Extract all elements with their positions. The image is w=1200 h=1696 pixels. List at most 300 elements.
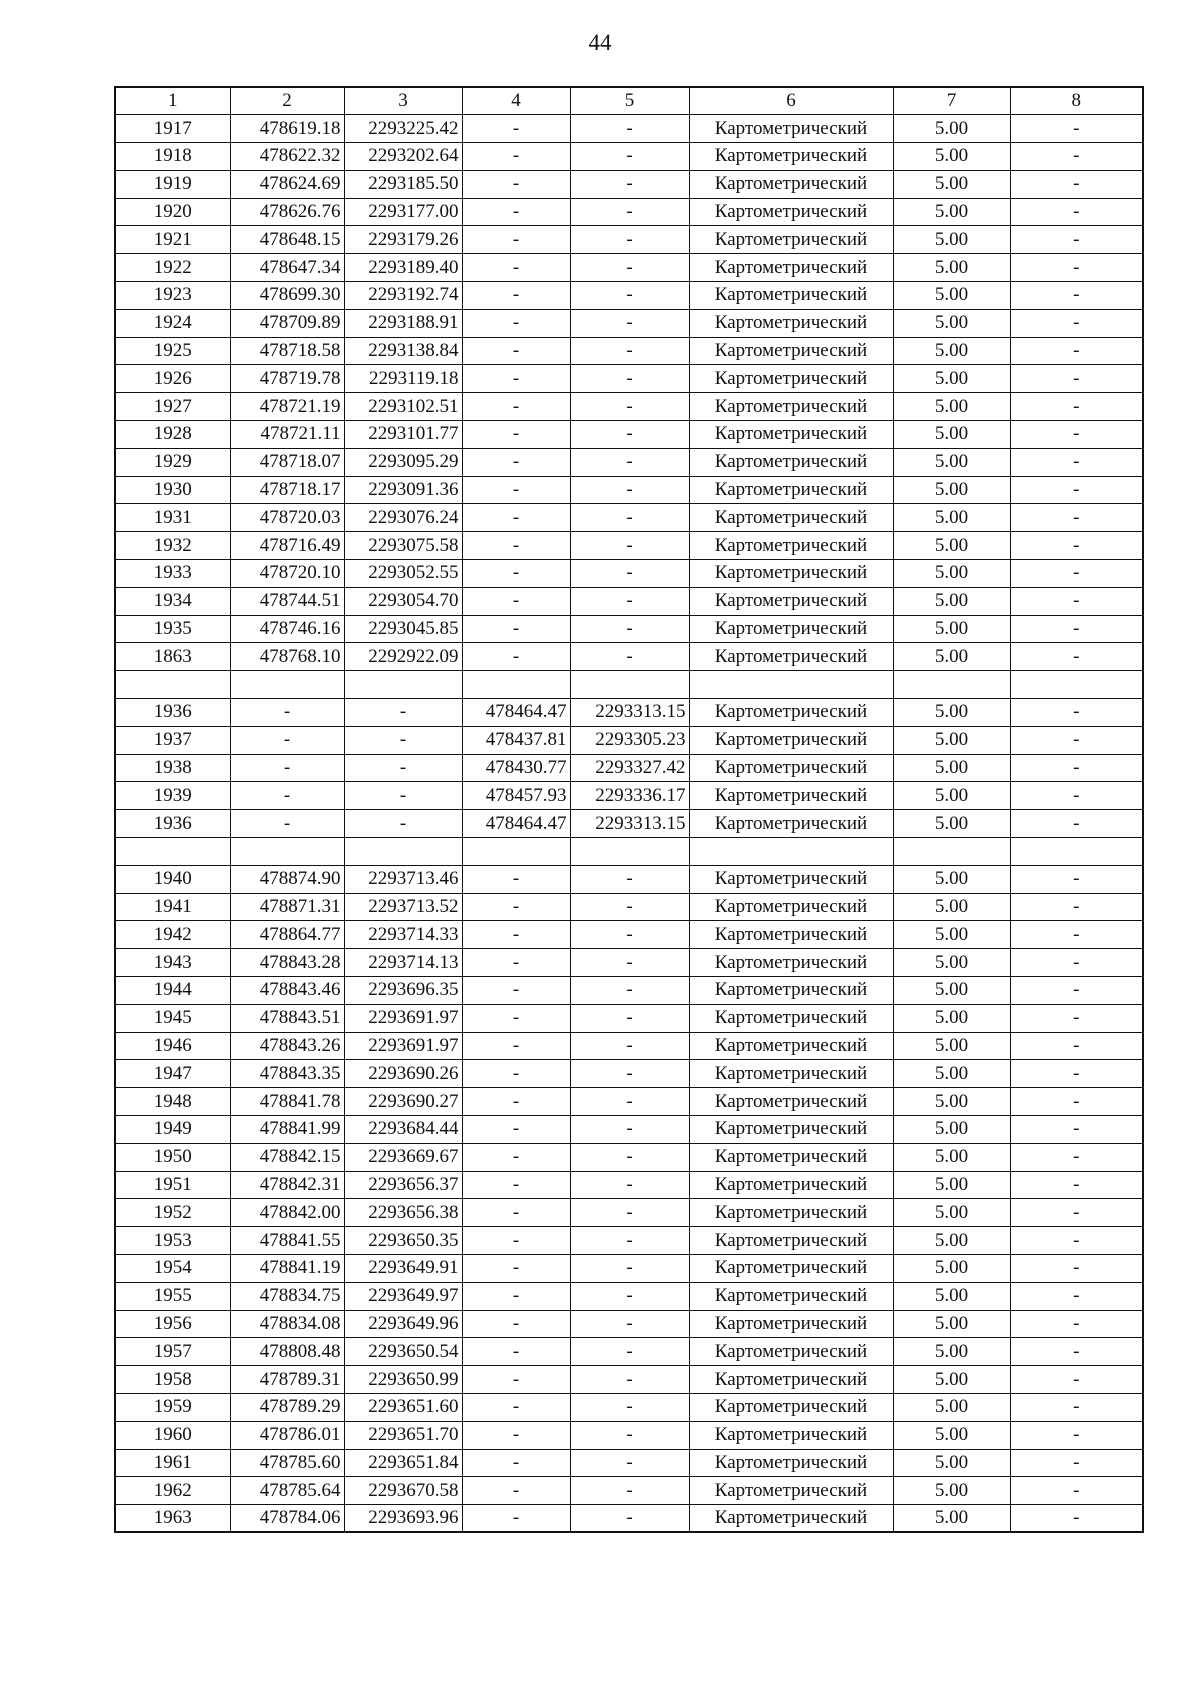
cell-point-number: 1957: [115, 1338, 230, 1366]
table-row: [115, 115, 1143, 143]
cell-method: [689, 671, 893, 699]
cell-new-x: -: [462, 532, 570, 560]
cell-description: -: [1010, 1227, 1143, 1255]
cell-existing-y: -: [344, 699, 462, 727]
cell-existing-x: 478789.29: [230, 1393, 344, 1421]
cell-new-y: -: [570, 282, 689, 310]
cell-description: -: [1010, 282, 1143, 310]
cell-accuracy: 5.00: [893, 1282, 1010, 1310]
cell-existing-y: -: [344, 726, 462, 754]
cell-accuracy: 5.00: [893, 865, 1010, 893]
table-row: [115, 587, 1143, 615]
cell-accuracy: 5.00: [893, 615, 1010, 643]
cell-existing-x: -: [230, 699, 344, 727]
cell-method: Картометрический: [689, 1477, 893, 1505]
cell-new-y: -: [570, 921, 689, 949]
cell-new-x: 478457.93: [462, 782, 570, 810]
cell-existing-y: 2293690.26: [344, 1060, 462, 1088]
cell-description: -: [1010, 560, 1143, 588]
cell-existing-x: 478718.07: [230, 448, 344, 476]
cell-method: Картометрический: [689, 560, 893, 588]
cell-existing-x: 478834.75: [230, 1282, 344, 1310]
cell-new-x: -: [462, 643, 570, 671]
cell-existing-y: -: [344, 782, 462, 810]
table-row: [115, 754, 1143, 782]
cell-accuracy: 5.00: [893, 532, 1010, 560]
cell-existing-x: 478843.51: [230, 1004, 344, 1032]
cell-accuracy: 5.00: [893, 587, 1010, 615]
table-row: [115, 865, 1143, 893]
cell-existing-x: 478746.16: [230, 615, 344, 643]
cell-method: Картометрический: [689, 1310, 893, 1338]
header-col-6: 6: [689, 87, 893, 115]
cell-method: Картометрический: [689, 1505, 893, 1533]
cell-point-number: 1925: [115, 337, 230, 365]
cell-existing-y: 2293649.91: [344, 1254, 462, 1282]
cell-existing-y: 2293202.64: [344, 143, 462, 171]
cell-existing-y: 2293138.84: [344, 337, 462, 365]
cell-new-y: -: [570, 254, 689, 282]
cell-method: Картометрический: [689, 1421, 893, 1449]
cell-existing-x: 478841.78: [230, 1088, 344, 1116]
cell-description: -: [1010, 893, 1143, 921]
cell-new-x: [462, 838, 570, 866]
table-row: [115, 1032, 1143, 1060]
cell-description: -: [1010, 1393, 1143, 1421]
cell-method: Картометрический: [689, 1449, 893, 1477]
cell-new-x: -: [462, 254, 570, 282]
cell-point-number: 1940: [115, 865, 230, 893]
cell-accuracy: 5.00: [893, 1171, 1010, 1199]
cell-new-y: 2293313.15: [570, 699, 689, 727]
cell-accuracy: 5.00: [893, 504, 1010, 532]
cell-new-y: -: [570, 309, 689, 337]
cell-new-y: [570, 671, 689, 699]
cell-description: [1010, 671, 1143, 699]
table-row: [115, 1477, 1143, 1505]
table-row: [115, 393, 1143, 421]
cell-description: -: [1010, 226, 1143, 254]
table-row: [115, 282, 1143, 310]
cell-new-x: -: [462, 226, 570, 254]
cell-point-number: 1937: [115, 726, 230, 754]
table-row: [115, 1060, 1143, 1088]
cell-description: -: [1010, 532, 1143, 560]
cell-method: Картометрический: [689, 921, 893, 949]
table-row: [115, 977, 1143, 1005]
cell-new-y: -: [570, 1199, 689, 1227]
cell-new-x: -: [462, 170, 570, 198]
cell-existing-y: 2293192.74: [344, 282, 462, 310]
cell-accuracy: 5.00: [893, 1088, 1010, 1116]
cell-existing-x: 478874.90: [230, 865, 344, 893]
cell-new-y: -: [570, 198, 689, 226]
cell-new-y: -: [570, 1004, 689, 1032]
cell-point-number: 1963: [115, 1505, 230, 1533]
cell-new-x: -: [462, 309, 570, 337]
cell-existing-y: 2293052.55: [344, 560, 462, 588]
cell-description: -: [1010, 1421, 1143, 1449]
cell-new-y: -: [570, 893, 689, 921]
cell-method: Картометрический: [689, 587, 893, 615]
cell-existing-x: 478841.19: [230, 1254, 344, 1282]
cell-new-x: -: [462, 365, 570, 393]
cell-description: -: [1010, 309, 1143, 337]
cell-new-y: -: [570, 1505, 689, 1533]
cell-method: Картометрический: [689, 699, 893, 727]
cell-description: -: [1010, 476, 1143, 504]
table-row: [115, 532, 1143, 560]
cell-existing-y: 2293656.38: [344, 1199, 462, 1227]
cell-existing-x: 478785.60: [230, 1449, 344, 1477]
cell-existing-y: -: [344, 810, 462, 838]
cell-point-number: 1920: [115, 198, 230, 226]
cell-new-x: -: [462, 1227, 570, 1255]
header-col-3: 3: [344, 87, 462, 115]
cell-existing-x: 478864.77: [230, 921, 344, 949]
cell-new-y: -: [570, 1143, 689, 1171]
cell-new-x: -: [462, 1004, 570, 1032]
table-row: [115, 782, 1143, 810]
cell-description: -: [1010, 754, 1143, 782]
cell-description: -: [1010, 699, 1143, 727]
cell-point-number: 1922: [115, 254, 230, 282]
cell-point-number: 1939: [115, 782, 230, 810]
cell-existing-y: 2292922.09: [344, 643, 462, 671]
cell-accuracy: 5.00: [893, 782, 1010, 810]
cell-existing-x: 478624.69: [230, 170, 344, 198]
cell-existing-y: 2293095.29: [344, 448, 462, 476]
cell-method: Картометрический: [689, 949, 893, 977]
table-row: [115, 949, 1143, 977]
cell-accuracy: 5.00: [893, 115, 1010, 143]
cell-existing-y: 2293076.24: [344, 504, 462, 532]
cell-new-x: -: [462, 1366, 570, 1394]
table-row: [115, 893, 1143, 921]
cell-description: -: [1010, 1449, 1143, 1477]
cell-existing-x: 478842.15: [230, 1143, 344, 1171]
cell-accuracy: 5.00: [893, 1421, 1010, 1449]
cell-existing-y: 2293189.40: [344, 254, 462, 282]
table-row: [115, 1366, 1143, 1394]
cell-method: Картометрический: [689, 1338, 893, 1366]
cell-method: Картометрический: [689, 726, 893, 754]
cell-description: -: [1010, 782, 1143, 810]
cell-new-y: -: [570, 1171, 689, 1199]
cell-method: Картометрический: [689, 198, 893, 226]
cell-point-number: 1942: [115, 921, 230, 949]
cell-description: -: [1010, 448, 1143, 476]
cell-description: -: [1010, 1366, 1143, 1394]
cell-description: -: [1010, 1060, 1143, 1088]
cell-point-number: 1947: [115, 1060, 230, 1088]
cell-point-number: 1962: [115, 1477, 230, 1505]
page-number: 44: [588, 30, 612, 55]
header-col-8: 8: [1010, 87, 1143, 115]
cell-method: Картометрический: [689, 504, 893, 532]
cell-new-y: -: [570, 532, 689, 560]
cell-new-x: -: [462, 1393, 570, 1421]
cell-accuracy: 5.00: [893, 699, 1010, 727]
table-header: [115, 87, 1143, 115]
table-row: [115, 615, 1143, 643]
cell-method: Картометрический: [689, 643, 893, 671]
cell-new-x: -: [462, 921, 570, 949]
table-row: [115, 643, 1143, 671]
table-row: [115, 699, 1143, 727]
cell-new-x: -: [462, 1088, 570, 1116]
cell-existing-x: 478718.17: [230, 476, 344, 504]
table-row: [115, 1227, 1143, 1255]
cell-new-y: -: [570, 1060, 689, 1088]
cell-description: -: [1010, 1310, 1143, 1338]
cell-point-number: 1863: [115, 643, 230, 671]
cell-method: Картометрический: [689, 865, 893, 893]
header-row: [115, 87, 1143, 115]
cell-method: Картометрический: [689, 393, 893, 421]
cell-description: -: [1010, 977, 1143, 1005]
cell-new-x: -: [462, 1032, 570, 1060]
cell-method: Картометрический: [689, 810, 893, 838]
cell-point-number: 1959: [115, 1393, 230, 1421]
cell-existing-x: 478716.49: [230, 532, 344, 560]
cell-existing-y: 2293691.97: [344, 1032, 462, 1060]
cell-method: Картометрический: [689, 421, 893, 449]
cell-existing-y: 2293177.00: [344, 198, 462, 226]
cell-new-y: -: [570, 1421, 689, 1449]
cell-accuracy: 5.00: [893, 1199, 1010, 1227]
cell-existing-y: -: [344, 754, 462, 782]
cell-existing-x: 478619.18: [230, 115, 344, 143]
cell-new-y: -: [570, 865, 689, 893]
cell-existing-y: [344, 671, 462, 699]
cell-existing-y: 2293054.70: [344, 587, 462, 615]
cell-method: Картометрический: [689, 754, 893, 782]
cell-new-y: 2293305.23: [570, 726, 689, 754]
cell-accuracy: 5.00: [893, 254, 1010, 282]
cell-new-y: -: [570, 560, 689, 588]
cell-accuracy: [893, 838, 1010, 866]
cell-new-y: -: [570, 1227, 689, 1255]
cell-existing-y: [344, 838, 462, 866]
cell-method: Картометрический: [689, 282, 893, 310]
cell-existing-y: 2293188.91: [344, 309, 462, 337]
cell-accuracy: 5.00: [893, 1310, 1010, 1338]
cell-description: -: [1010, 1143, 1143, 1171]
cell-new-y: 2293313.15: [570, 810, 689, 838]
cell-new-x: -: [462, 115, 570, 143]
cell-method: Картометрический: [689, 1254, 893, 1282]
table-row: [115, 421, 1143, 449]
cell-point-number: 1926: [115, 365, 230, 393]
cell-accuracy: 5.00: [893, 393, 1010, 421]
cell-new-y: -: [570, 977, 689, 1005]
cell-existing-y: 2293185.50: [344, 170, 462, 198]
cell-new-x: -: [462, 198, 570, 226]
cell-accuracy: 5.00: [893, 1115, 1010, 1143]
cell-existing-x: 478720.03: [230, 504, 344, 532]
table-row: [115, 1505, 1143, 1533]
cell-existing-x: 478789.31: [230, 1366, 344, 1394]
cell-method: Картометрический: [689, 1227, 893, 1255]
cell-point-number: 1956: [115, 1310, 230, 1338]
cell-description: -: [1010, 115, 1143, 143]
cell-existing-x: 478626.76: [230, 198, 344, 226]
cell-existing-y: 2293713.46: [344, 865, 462, 893]
cell-method: Картометрический: [689, 1088, 893, 1116]
cell-description: -: [1010, 393, 1143, 421]
cell-point-number: 1917: [115, 115, 230, 143]
cell-existing-x: 478785.64: [230, 1477, 344, 1505]
table-row: [115, 448, 1143, 476]
cell-method: Картометрический: [689, 337, 893, 365]
cell-new-y: -: [570, 1032, 689, 1060]
cell-new-y: -: [570, 587, 689, 615]
cell-existing-x: 478808.48: [230, 1338, 344, 1366]
cell-existing-x: 478843.28: [230, 949, 344, 977]
cell-new-x: -: [462, 1477, 570, 1505]
table-row: [115, 1282, 1143, 1310]
header-col-5: 5: [570, 87, 689, 115]
cell-new-y: -: [570, 1338, 689, 1366]
table-row: [115, 170, 1143, 198]
coordinates-table: [114, 86, 1144, 1533]
table-row: [115, 309, 1143, 337]
cell-new-x: -: [462, 393, 570, 421]
cell-new-x: -: [462, 1310, 570, 1338]
cell-accuracy: 5.00: [893, 1477, 1010, 1505]
cell-accuracy: [893, 671, 1010, 699]
cell-existing-y: 2293102.51: [344, 393, 462, 421]
cell-existing-y: 2293691.97: [344, 1004, 462, 1032]
cell-accuracy: 5.00: [893, 1505, 1010, 1533]
cell-description: -: [1010, 615, 1143, 643]
cell-accuracy: 5.00: [893, 1366, 1010, 1394]
cell-description: -: [1010, 1032, 1143, 1060]
cell-existing-x: 478871.31: [230, 893, 344, 921]
table-row: [115, 838, 1143, 866]
cell-new-y: -: [570, 1254, 689, 1282]
cell-existing-y: 2293690.27: [344, 1088, 462, 1116]
cell-accuracy: 5.00: [893, 1060, 1010, 1088]
cell-existing-y: 2293714.13: [344, 949, 462, 977]
cell-new-x: -: [462, 1282, 570, 1310]
cell-existing-x: 478784.06: [230, 1505, 344, 1533]
cell-point-number: 1919: [115, 170, 230, 198]
cell-description: -: [1010, 365, 1143, 393]
cell-new-x: -: [462, 1171, 570, 1199]
cell-existing-y: 2293651.60: [344, 1393, 462, 1421]
cell-existing-y: 2293649.97: [344, 1282, 462, 1310]
cell-new-x: [462, 671, 570, 699]
cell-point-number: 1933: [115, 560, 230, 588]
cell-existing-y: 2293045.85: [344, 615, 462, 643]
cell-method: Картометрический: [689, 1143, 893, 1171]
cell-description: -: [1010, 421, 1143, 449]
cell-new-y: -: [570, 115, 689, 143]
cell-point-number: 1935: [115, 615, 230, 643]
cell-accuracy: 5.00: [893, 1032, 1010, 1060]
cell-existing-x: 478843.26: [230, 1032, 344, 1060]
cell-existing-x: 478841.99: [230, 1115, 344, 1143]
cell-new-y: -: [570, 1366, 689, 1394]
cell-accuracy: 5.00: [893, 143, 1010, 171]
cell-description: -: [1010, 921, 1143, 949]
cell-existing-x: 478744.51: [230, 587, 344, 615]
cell-accuracy: 5.00: [893, 1004, 1010, 1032]
cell-point-number: 1953: [115, 1227, 230, 1255]
cell-new-x: -: [462, 504, 570, 532]
cell-new-x: -: [462, 421, 570, 449]
cell-existing-y: 2293650.54: [344, 1338, 462, 1366]
cell-description: -: [1010, 504, 1143, 532]
cell-description: -: [1010, 1088, 1143, 1116]
cell-method: Картометрический: [689, 1199, 893, 1227]
table-row: [115, 143, 1143, 171]
cell-point-number: 1951: [115, 1171, 230, 1199]
cell-existing-x: 478622.32: [230, 143, 344, 171]
cell-method: Картометрический: [689, 615, 893, 643]
cell-point-number: 1928: [115, 421, 230, 449]
cell-description: -: [1010, 1254, 1143, 1282]
table-row: [115, 1115, 1143, 1143]
cell-point-number: 1949: [115, 1115, 230, 1143]
cell-point-number: [115, 838, 230, 866]
cell-existing-y: 2293696.35: [344, 977, 462, 1005]
cell-accuracy: 5.00: [893, 560, 1010, 588]
cell-point-number: 1950: [115, 1143, 230, 1171]
cell-existing-x: 478842.00: [230, 1199, 344, 1227]
cell-method: Картометрический: [689, 143, 893, 171]
cell-accuracy: 5.00: [893, 448, 1010, 476]
table-row: [115, 254, 1143, 282]
cell-existing-x: 478647.34: [230, 254, 344, 282]
cell-existing-x: -: [230, 754, 344, 782]
cell-new-y: -: [570, 337, 689, 365]
cell-existing-y: 2293714.33: [344, 921, 462, 949]
cell-new-y: -: [570, 226, 689, 254]
table-row: [115, 337, 1143, 365]
cell-accuracy: 5.00: [893, 1449, 1010, 1477]
cell-method: Картометрический: [689, 1115, 893, 1143]
table-row: [115, 726, 1143, 754]
cell-new-y: -: [570, 1282, 689, 1310]
cell-new-x: 478430.77: [462, 754, 570, 782]
cell-point-number: 1936: [115, 699, 230, 727]
cell-existing-y: 2293656.37: [344, 1171, 462, 1199]
table-row: [115, 1199, 1143, 1227]
cell-point-number: 1943: [115, 949, 230, 977]
cell-point-number: 1961: [115, 1449, 230, 1477]
cell-new-x: -: [462, 1060, 570, 1088]
cell-method: Картометрический: [689, 782, 893, 810]
header-col-1: 1: [115, 87, 230, 115]
cell-description: -: [1010, 1338, 1143, 1366]
cell-description: -: [1010, 643, 1143, 671]
cell-new-x: -: [462, 1254, 570, 1282]
cell-existing-x: 478786.01: [230, 1421, 344, 1449]
cell-existing-x: [230, 838, 344, 866]
table-row: [115, 921, 1143, 949]
cell-description: [1010, 838, 1143, 866]
table-row: [115, 1004, 1143, 1032]
cell-new-y: -: [570, 1449, 689, 1477]
cell-method: Картометрический: [689, 309, 893, 337]
table-row: [115, 504, 1143, 532]
cell-method: [689, 838, 893, 866]
cell-existing-x: 478834.08: [230, 1310, 344, 1338]
cell-existing-x: 478841.55: [230, 1227, 344, 1255]
